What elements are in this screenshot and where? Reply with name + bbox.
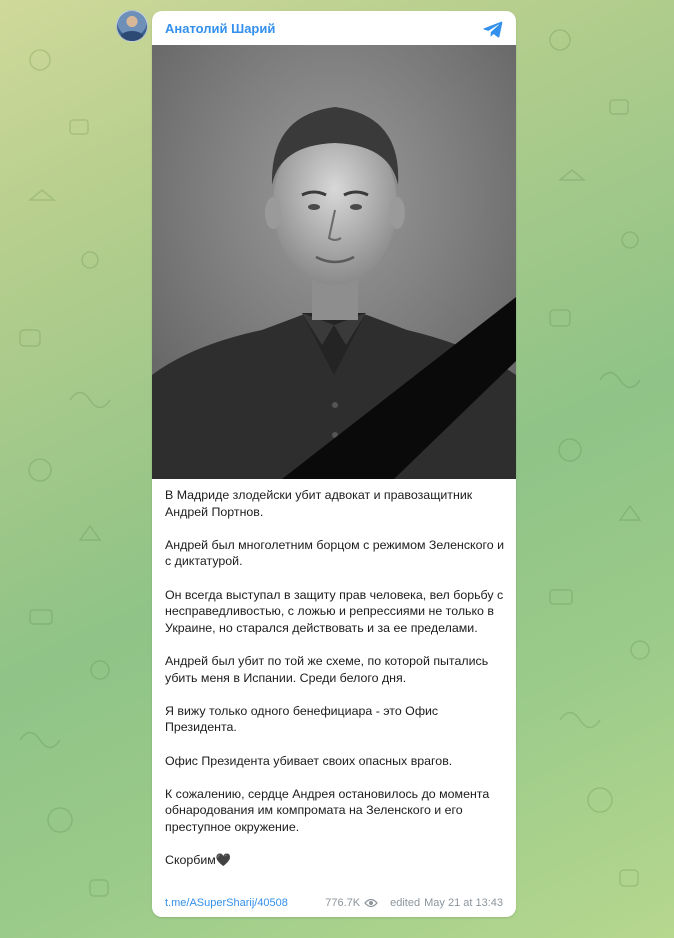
post-paragraph: Я вижу только одного бенефициара - это Офис Президента. — [165, 703, 439, 735]
post-paragraph: Скорбим🖤 — [165, 853, 232, 868]
post-link[interactable]: t.me/ASuperSharij/40508 — [165, 897, 288, 909]
message-meta — [325, 897, 503, 909]
channel-name[interactable]: Анатолий Шарий — [165, 21, 276, 36]
view-count: 776.7K — [325, 897, 361, 909]
post-paragraph: Андрей был убит по той же схеме, по которой пытались убить меня в Испании. Среди белого дня. — [165, 653, 489, 685]
message-bubble — [152, 11, 516, 917]
message-footer — [165, 895, 503, 913]
telegram-icon[interactable] — [482, 18, 504, 40]
post-paragraph: К сожалению, сердце Андрея остановилось до момента обнародования им компромата на Зеленского и его преступное окружение. — [165, 786, 490, 834]
post-text — [165, 487, 505, 885]
eye-icon — [364, 898, 378, 908]
post-paragraph: Офис Президента убивает своих опасных врагов. — [165, 753, 453, 768]
channel-avatar[interactable] — [116, 10, 148, 42]
message-timestamp: May 21 at 13:43 — [424, 897, 503, 909]
edited-label: edited — [390, 897, 421, 909]
post-paragraph: В Мадриде злодейски убит адвокат и правозащитник Андрей Портнов. — [165, 488, 473, 519]
avatar-figure — [120, 31, 144, 42]
message-header — [152, 11, 516, 45]
post-photo[interactable] — [152, 45, 516, 479]
post-paragraph: Андрей был многолетним борцом с режимом Зеленского и с диктатурой. — [165, 537, 505, 569]
post-paragraph: Он всегда выступал в защиту прав человека, вел борьбу с несправедливостью, с ложью и репрессиями не только в Украине, но старался действовать и за ее пределами. — [165, 587, 504, 635]
